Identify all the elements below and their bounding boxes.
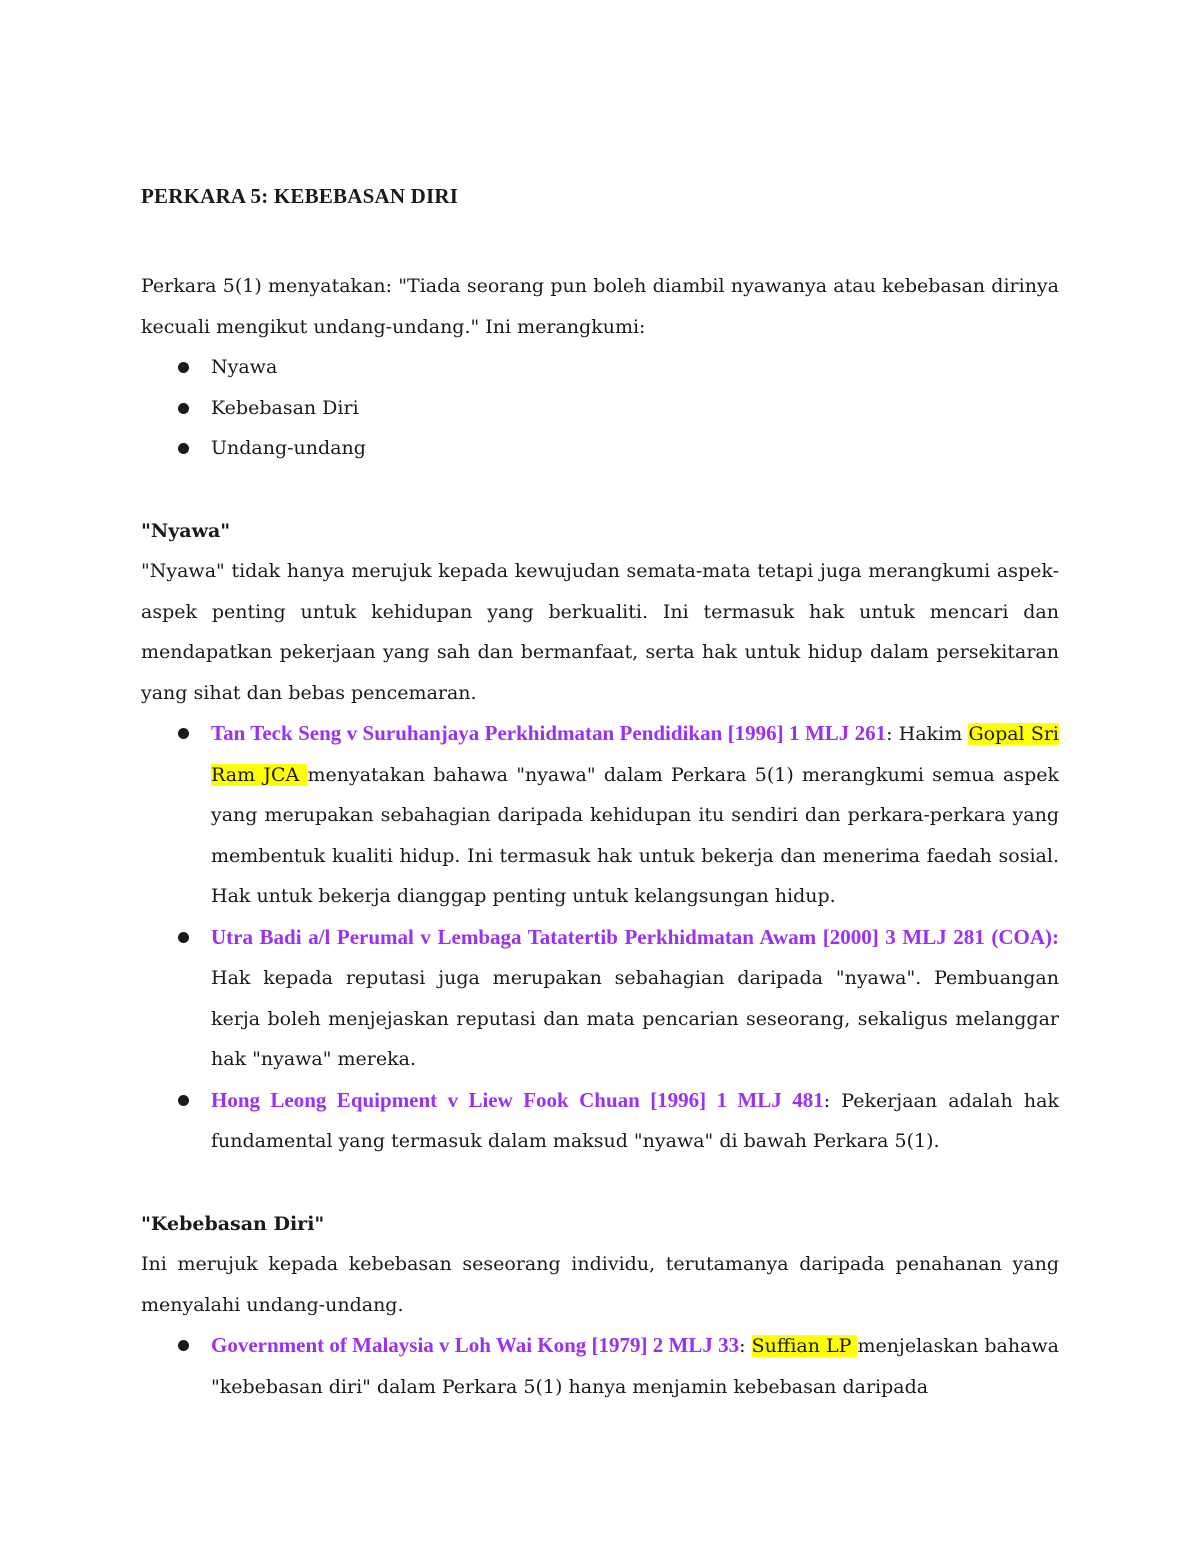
case-text: : xyxy=(739,1335,752,1357)
bullet-icon xyxy=(178,403,189,414)
section-heading-nyawa: "Nyawa" xyxy=(141,519,231,542)
bullet-icon xyxy=(178,443,189,454)
section-heading-kebebasan: "Kebebasan Diri" xyxy=(141,1212,325,1235)
nyawa-case-list xyxy=(141,713,1059,1162)
bullet-icon xyxy=(178,932,189,943)
case-item xyxy=(211,1080,1059,1162)
nyawa-paragraph: "Nyawa" tidak hanya merujuk kepada kewujudan semata-mata tetapi juga merangkumi aspek-aspek penting untuk kehidupan yang berkualiti. Ini termasuk hak untuk mencari dan mendapatkan pekerjaan yang sah dan bermanfaat, serta hak untuk hidup dalam persekitaran yang sihat dan bebas pencemaran. xyxy=(141,560,1059,704)
kebebasan-paragraph: Ini merujuk kepada kebebasan seseorang individu, terutamanya daripada penahanan yang menyalahi undang-undang. xyxy=(141,1253,1059,1316)
list-item: Undang-undang xyxy=(211,428,1059,469)
intro-paragraph: Perkara 5(1) menyatakan: "Tiada seorang pun boleh diambil nyawanya atau kebebasan dirinya kecuali mengikut undang-undang." Ini merangkumi: xyxy=(141,275,1059,338)
bullet-icon xyxy=(178,1095,189,1106)
case-text: : Pekerjaan adalah hak fundamental yang termasuk dalam maksud "nyawa" di bawah Perkara 5(1). xyxy=(211,1089,1059,1152)
case-item xyxy=(211,917,1059,1080)
case-text: Hak kepada reputasi juga merupakan sebahagian daripada "nyawa". Pembuangan kerja boleh menjejaskan reputasi dan mata pencarian seseorang, sekaligus melanggar hak "nyawa" mereka. xyxy=(211,967,1059,1070)
case-item xyxy=(211,713,1059,917)
case-text: : Hakim xyxy=(886,723,969,745)
case-citation: Government of Malaysia v Loh Wai Kong [1979] 2 MLJ 33 xyxy=(211,1333,740,1357)
bullet-icon xyxy=(178,362,189,373)
case-item xyxy=(211,1325,1059,1407)
document-content xyxy=(141,178,1059,1407)
case-citation: Hong Leong Equipment v Liew Fook Chuan [1996] 1 MLJ 481 xyxy=(211,1087,824,1112)
case-text: menyatakan bahawa "nyawa" dalam Perkara 5(1) merangkumi semua aspek yang merupakan sebahagian daripada kehidupan itu sendiri dan perkara-perkara yang membentuk kualiti hidup. Ini termasuk hak untuk bekerja dan menerima faedah sosial. Hak untuk bekerja dianggap penting untuk kelangsungan hidup. xyxy=(211,763,1059,907)
list-item: Nyawa xyxy=(211,347,1059,388)
case-citation: Utra Badi a/l Perumal v Lembaga Tatatertib Perkhidmatan Awam [2000] 3 MLJ 281 (COA): xyxy=(211,924,1059,949)
list-item: Kebebasan Diri xyxy=(211,388,1059,429)
bullet-icon xyxy=(178,1340,189,1351)
bullet-icon xyxy=(178,728,189,739)
case-text: menjelaskan bahawa "kebebasan diri" dalam Perkara 5(1) hanya menjamin kebebasan daripada xyxy=(211,1335,1059,1398)
kebebasan-case-list xyxy=(141,1325,1059,1407)
case-citation: Tan Teck Seng v Suruhanjaya Perkhidmatan Pendidikan [1996] 1 MLJ 261 xyxy=(211,721,887,745)
intro-list xyxy=(141,347,1059,469)
highlighted-judge: Gopal Sri Ram JCA xyxy=(211,723,1059,786)
page-title: PERKARA 5: KEBEBASAN DIRI xyxy=(141,184,459,208)
highlighted-judge: Suffian LP xyxy=(751,1335,858,1357)
